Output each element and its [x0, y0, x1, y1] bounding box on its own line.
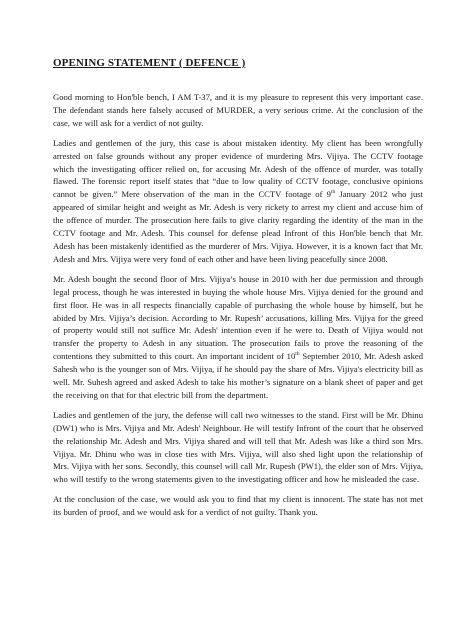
paragraph-witnesses: Ladies and gentlemen of the jury, the defense will call two witnesses to the stand. First will be Mr. Dhinu (DW1) who is Mrs. Vijiya and Mr. Adesh' Neighbour. He will testify Infront of the court that he observed the relationship Mr. Adesh and Mrs. Vijiya shared and will tell that Mr. Adesh was like a third son Mrs. Vijiya. Mr. Dhinu who was in close ties with Mrs. Vijiya, will also shed light upon the relationship of Mrs. Vijiya with her sons. Secondly, this counsel will call Mr. Rupesh (PW1), the elder son of Mrs. Vijiya, who will testify to the wrong statements given to the investigating officer and how he misleaded the case.: [53, 409, 423, 485]
paragraph-text: Mr. Adesh bought the second floor of Mrs. Vijiya’s house in 2010 with her due permission and through legal process, though he was interested in buying the whole house Mrs. Vijiya denied for the ground and first floor. He was in all respects financially capable of purchasing the whole house by himself, but he abided by Mrs. Vijiya’s decision. According to Mr. Rupesh’ accusations, killing Mrs. Vijiya for the greed of property would still not suffice Mr. Adesh' intention even if he were to. Death of Vijiya would not transfer the property to Adesh in any situation. The prosecution fails to prove the reasoning of the contentions they submitted to this court. An important incident of 10: [53, 273, 423, 362]
paragraph-conclusion: At the conclusion of the case, we would ask you to find that my client is innocent. The state has not met its burden of proof, and we would ask for a verdict of not guilty. Thank you.: [53, 494, 423, 518]
document-title: OPENING STATEMENT ( DEFENCE ): [53, 57, 246, 69]
paragraph-text: January 2012 who just appeared of similar height and weight as Mr. Adesh is very rickety to arrest my client and accuse him of the offence of murder. The prosecution here fails to give clarity regarding the identity of the man in the CCTV footage and Mr. Adesh. This counsel for defense plead Infront of this Hon'ble bench that Mr. Adesh has been mistakenly identified as the murderer of Mrs. Vijiya. However, it is a known fact that Mr. Adesh and Mrs. Vijiya were very fond of each other and have been living peacefully since 2008.: [53, 189, 423, 264]
ordinal-superscript: th: [295, 351, 300, 358]
ordinal-superscript: th: [330, 189, 336, 196]
paragraph-text: September 2010, Mr. Adesh asked Sahesh who is the younger son of Mrs. Vijiya, if he should pay the share of Mrs. Vijiya's electricity bill as well. Mr. Suhesh agreed and asked Adesh to take his mother’s signature on a blank sheet of paper and get the receiving on that for that electric bill from the department.: [53, 351, 423, 400]
paragraph-mistaken-identity: [53, 137, 423, 266]
paragraph-property: [53, 273, 423, 402]
paragraph-introduction: Good morning to Hon'ble bench, I AM T-37, and it is my pleasure to represent this very important case. The defendant stands here falsely accused of MURDER, a very serious crime. At the conclusion of the case, we will ask for a verdict of not guilty.: [53, 92, 423, 128]
paragraph-text: Ladies and gentlemen of the jury, this case is about mistaken identity. My client has been wrongfully arrested on false grounds without any proper evidence of murdering Mrs. Vijiya. The CCTV footage which the investigating officer relied on, for accusing Mr. Adesh of the offence of murder, was totally flawed. The forensic report itself states that “due to low quality of CCTV footage, conclusive opinions cannot be given.” Mere observation of the man in the CCTV footage of 9: [53, 137, 423, 200]
